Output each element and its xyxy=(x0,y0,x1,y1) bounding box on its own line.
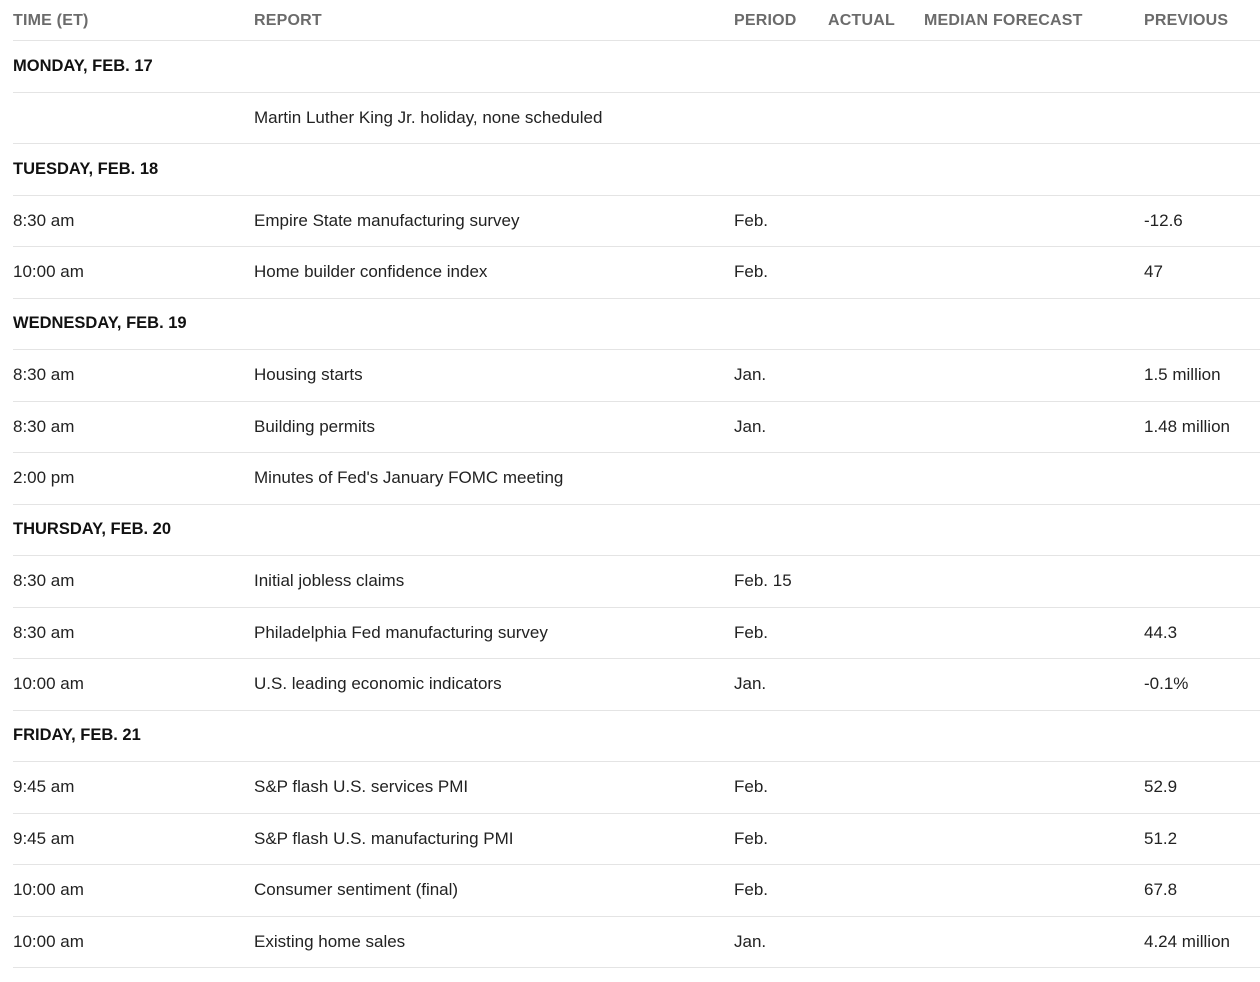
day-heading: WEDNESDAY, FEB. 19 xyxy=(13,314,187,333)
cell-report: Housing starts xyxy=(254,365,363,385)
table-row xyxy=(13,350,1260,402)
cell-report: Consumer sentiment (final) xyxy=(254,880,459,900)
cell-time: 10:00 am xyxy=(13,931,84,951)
cell-time: 2:00 pm xyxy=(13,468,75,488)
cell-report: Initial jobless claims xyxy=(254,571,405,591)
cell-report: U.S. leading economic indicators xyxy=(254,674,502,694)
cell-report: Home builder confidence index xyxy=(254,262,488,282)
header-report: REPORT xyxy=(254,12,322,29)
cell-time: 9:45 am xyxy=(13,828,75,848)
cell-time: 9:45 am xyxy=(13,777,75,797)
header-time: TIME (ET) xyxy=(13,12,89,29)
day-heading: MONDAY, FEB. 17 xyxy=(13,56,153,75)
cell-time: 10:00 am xyxy=(13,262,84,282)
header-previous: PREVIOUS xyxy=(1144,12,1229,29)
cell-period: Feb. xyxy=(734,210,769,230)
header-median-forecast: MEDIAN FORECAST xyxy=(924,12,1083,29)
day-heading: THURSDAY, FEB. 20 xyxy=(13,520,172,539)
cell-time: 8:30 am xyxy=(13,622,75,642)
table-row xyxy=(13,762,1260,814)
day-heading: FRIDAY, FEB. 21 xyxy=(13,726,141,745)
table-row xyxy=(13,93,1260,145)
day-heading-row xyxy=(13,41,1260,93)
day-heading-row xyxy=(13,144,1260,196)
cell-period: Jan. xyxy=(734,365,767,385)
table-row xyxy=(13,247,1260,299)
cell-report: Building permits xyxy=(254,416,375,436)
table-row xyxy=(13,814,1260,866)
cell-period: Jan. xyxy=(734,931,767,951)
table-row xyxy=(13,453,1260,505)
cell-previous: 1.5 million xyxy=(1144,365,1221,385)
cell-previous: -12.6 xyxy=(1144,210,1183,230)
cell-time: 10:00 am xyxy=(13,880,84,900)
cell-period: Feb. 15 xyxy=(734,571,792,591)
cell-previous: 1.48 million xyxy=(1144,416,1230,436)
table-row xyxy=(13,402,1260,454)
cell-previous: 67.8 xyxy=(1144,880,1178,900)
cell-time: 8:30 am xyxy=(13,571,75,591)
day-heading-row xyxy=(13,711,1260,763)
cell-previous: 4.24 million xyxy=(1144,931,1230,951)
cell-previous: 44.3 xyxy=(1144,622,1178,642)
table-row xyxy=(13,659,1260,711)
cell-previous: 51.2 xyxy=(1144,828,1178,848)
table-row xyxy=(13,917,1260,969)
cell-time: 8:30 am xyxy=(13,416,75,436)
header-actual: ACTUAL xyxy=(828,12,895,29)
table-row xyxy=(13,196,1260,248)
cell-previous: 52.9 xyxy=(1144,777,1178,797)
cell-report: Martin Luther King Jr. holiday, none scheduled xyxy=(254,107,603,127)
table-row xyxy=(13,608,1260,660)
cell-report: S&P flash U.S. services PMI xyxy=(254,777,469,797)
day-heading-row xyxy=(13,505,1260,557)
cell-period: Jan. xyxy=(734,416,767,436)
day-heading: TUESDAY, FEB. 18 xyxy=(13,159,159,178)
cell-report: S&P flash U.S. manufacturing PMI xyxy=(254,828,514,848)
cell-time: 8:30 am xyxy=(13,365,75,385)
cell-period: Feb. xyxy=(734,262,769,282)
cell-period: Feb. xyxy=(734,777,769,797)
table-row xyxy=(13,865,1260,917)
cell-period: Jan. xyxy=(734,674,767,694)
cell-time: 10:00 am xyxy=(13,674,84,694)
cell-period: Feb. xyxy=(734,828,769,848)
table-body xyxy=(13,41,1260,968)
cell-time: 8:30 am xyxy=(13,210,75,230)
cell-period: Feb. xyxy=(734,880,769,900)
economic-calendar-table xyxy=(13,0,1260,968)
cell-report: Minutes of Fed's January FOMC meeting xyxy=(254,468,564,488)
table-header xyxy=(13,0,1260,41)
table-row xyxy=(13,556,1260,608)
cell-report: Existing home sales xyxy=(254,931,406,951)
day-heading-row xyxy=(13,299,1260,351)
cell-report: Empire State manufacturing survey xyxy=(254,210,520,230)
header-period: PERIOD xyxy=(734,12,797,29)
cell-previous: 47 xyxy=(1144,262,1163,282)
cell-report: Philadelphia Fed manufacturing survey xyxy=(254,622,548,642)
cell-period: Feb. xyxy=(734,622,769,642)
cell-previous: -0.1% xyxy=(1144,674,1189,694)
